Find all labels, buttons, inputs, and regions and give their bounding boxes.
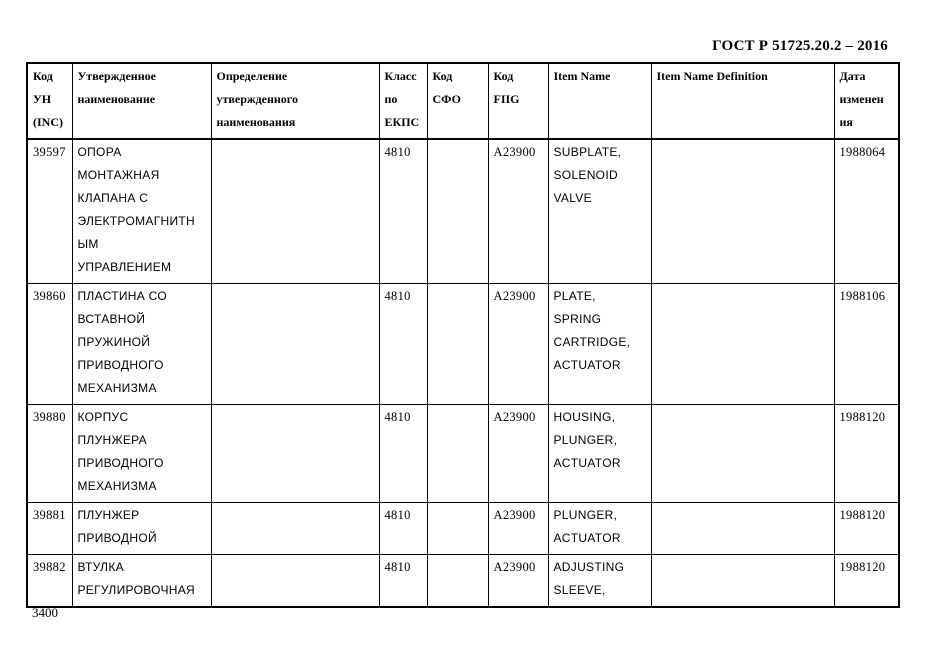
table-row (27, 139, 899, 284)
cell-sfo-code (427, 503, 488, 555)
cell-definition (211, 405, 379, 503)
table-row (27, 284, 899, 405)
cell-line: ПРИВОДНОГО (77, 456, 164, 470)
cell-line: CARTRIDGE, (553, 335, 631, 349)
table-row (27, 503, 899, 555)
cell-line: ВСТАВНОЙ (77, 312, 146, 326)
cell-line: ADJUSTING (553, 560, 625, 574)
cell-ekps-class: 4810 (379, 284, 427, 405)
cell-line: ОПОРА (77, 145, 122, 159)
cell-line: Item Name (553, 69, 611, 83)
cell-code-un: 39597 (27, 139, 72, 284)
cell-ekps-class: 4810 (379, 139, 427, 284)
cell-item-name (548, 555, 651, 608)
cell-line: ACTUATOR (553, 456, 621, 470)
cell-line: ЫМ (77, 237, 99, 251)
cell-change-date: 1988064 (834, 139, 899, 284)
cell-change-date: 1988120 (834, 503, 899, 555)
header-definition (211, 63, 379, 139)
cell-line: PLUNGER, (553, 433, 618, 447)
header-approved-name (72, 63, 211, 139)
header-change-date (834, 63, 899, 139)
cell-approved-name (72, 405, 211, 503)
cell-line: наименования (216, 115, 296, 129)
cell-line: SOLENOID (553, 168, 618, 182)
cell-line: МЕХАНИЗМА (77, 479, 157, 493)
cell-line: КОРПУС (77, 410, 129, 424)
cell-line: VALVE (553, 191, 592, 205)
document-code: ГОСТ Р 51725.20.2 – 2016 (712, 38, 888, 54)
cell-item-name-definition (651, 405, 834, 503)
cell-item-name (548, 405, 651, 503)
cell-line: HOUSING, (553, 410, 616, 424)
cell-line: ЭЛЕКТРОМАГНИТН (77, 214, 195, 228)
cell-line: FIIG (493, 92, 520, 106)
cell-line: SLEEVE, (553, 583, 606, 597)
cell-fiig-code: A23900 (488, 284, 548, 405)
cell-fiig-code: A23900 (488, 555, 548, 608)
cell-change-date: 1988120 (834, 405, 899, 503)
cell-line: Утвержденное (77, 69, 156, 83)
cell-line: Класс (384, 69, 417, 83)
cell-fiig-code: A23900 (488, 503, 548, 555)
cell-line: ВТУЛКА (77, 560, 124, 574)
cell-ekps-class: 4810 (379, 503, 427, 555)
cell-line: Дата (839, 69, 866, 83)
cell-definition (211, 555, 379, 608)
cell-code-un: 39880 (27, 405, 72, 503)
cell-line: ПРУЖИНОЙ (77, 335, 151, 349)
cell-line: МОНТАЖНАЯ (77, 168, 160, 182)
cell-line: наименование (77, 92, 156, 106)
cell-line: ЕКПС (384, 115, 420, 129)
cell-ekps-class: 4810 (379, 405, 427, 503)
cell-change-date: 1988120 (834, 555, 899, 608)
header-ekps-class (379, 63, 427, 139)
cell-code-un: 39881 (27, 503, 72, 555)
cell-approved-name (72, 284, 211, 405)
cell-line: ПЛУНЖЕР (77, 508, 140, 522)
cell-sfo-code (427, 139, 488, 284)
cell-line: изменен (839, 92, 884, 106)
cell-line: ACTUATOR (553, 358, 621, 372)
cell-line: ПРИВОДНОЙ (77, 531, 157, 545)
cell-line: ПРИВОДНОГО (77, 358, 164, 372)
table-row (27, 555, 899, 608)
cell-item-name-definition (651, 503, 834, 555)
cell-line: УПРАВЛЕНИЕМ (77, 260, 172, 274)
cell-line: Код (432, 69, 453, 83)
cell-item-name-definition (651, 555, 834, 608)
cell-line: КЛАПАНА С (77, 191, 149, 205)
cell-fiig-code: A23900 (488, 139, 548, 284)
cell-line: Определение (216, 69, 288, 83)
cell-line: (INC) (33, 115, 63, 129)
cell-item-name-definition (651, 284, 834, 405)
cell-line: PLUNGER, (553, 508, 618, 522)
table-body (27, 139, 899, 607)
header-item-name-definition (651, 63, 834, 139)
cell-change-date: 1988106 (834, 284, 899, 405)
cell-line: ПЛАСТИНА СО (77, 289, 168, 303)
header-sfo-code (427, 63, 488, 139)
items-table (26, 62, 900, 608)
cell-line: Код (493, 69, 514, 83)
cell-line: УН (33, 92, 52, 106)
cell-definition (211, 503, 379, 555)
cell-definition (211, 139, 379, 284)
cell-definition (211, 284, 379, 405)
header-item-name (548, 63, 651, 139)
cell-sfo-code (427, 405, 488, 503)
page-number: 3400 (32, 605, 58, 620)
cell-approved-name (72, 555, 211, 608)
cell-line: ACTUATOR (553, 531, 621, 545)
cell-item-name-definition (651, 139, 834, 284)
header-code-un (27, 63, 72, 139)
cell-code-un: 39860 (27, 284, 72, 405)
cell-line: ия (839, 115, 853, 129)
cell-line: по (384, 92, 398, 106)
cell-line: МЕХАНИЗМА (77, 381, 157, 395)
cell-fiig-code: A23900 (488, 405, 548, 503)
cell-line: ПЛУНЖЕРА (77, 433, 147, 447)
cell-item-name (548, 284, 651, 405)
cell-item-name (548, 139, 651, 284)
cell-line: PLATE, (553, 289, 596, 303)
table-row (27, 405, 899, 503)
cell-line: SPRING (553, 312, 602, 326)
cell-sfo-code (427, 284, 488, 405)
cell-line: СФО (432, 92, 461, 106)
cell-line: SUBPLATE, (553, 145, 622, 159)
cell-line: Item Name Definition (656, 69, 768, 83)
cell-sfo-code (427, 555, 488, 608)
cell-item-name (548, 503, 651, 555)
cell-ekps-class: 4810 (379, 555, 427, 608)
table-header-row (27, 63, 899, 139)
cell-line: РЕГУЛИРОВОЧНАЯ (77, 583, 196, 597)
cell-approved-name (72, 503, 211, 555)
cell-line: утвержденного (216, 92, 298, 106)
cell-line: Код (33, 69, 53, 83)
header-fiig-code (488, 63, 548, 139)
cell-code-un: 39882 (27, 555, 72, 608)
cell-approved-name (72, 139, 211, 284)
